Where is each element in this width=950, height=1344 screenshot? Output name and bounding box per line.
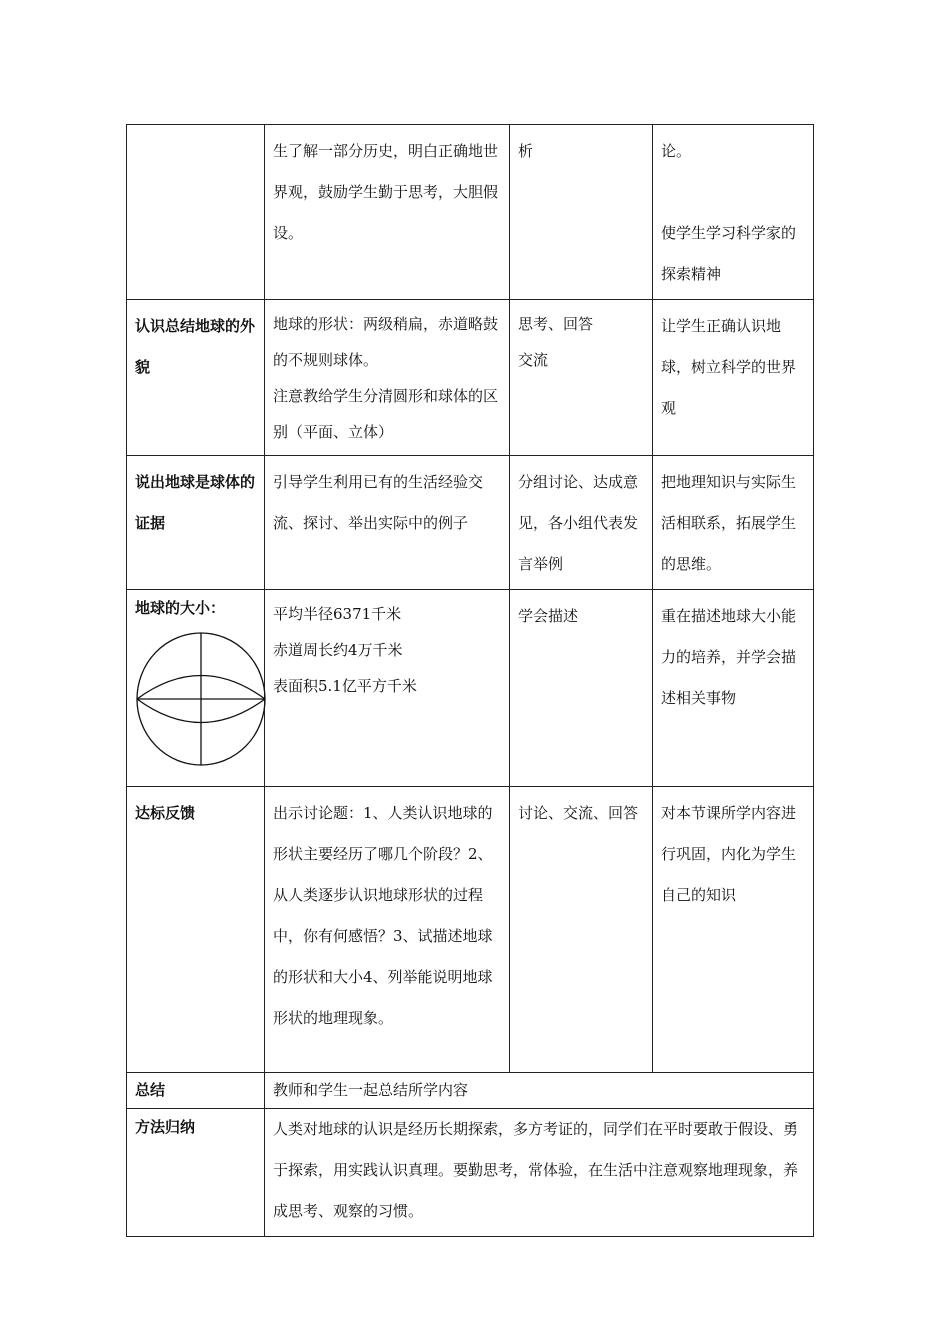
summary-label: 总结: [127, 1073, 265, 1109]
table-row: [127, 787, 814, 1073]
summary-row: [127, 1073, 814, 1109]
topic-cell: 达标反馈: [127, 787, 265, 1073]
intent-cell: 重在描述地球大小能力的培养，并学会描述相关事物: [653, 590, 814, 787]
topic-cell: 说出地球是球体的证据: [127, 456, 265, 590]
content-cell: 出示讨论题：1、人类认识地球的形状主要经历了哪几个阶段？2、从人类逐步认识地球形状的过程中，你有何感悟？3、试描述地球的形状和大小4、列举能说明地球形状的地理现象。: [265, 787, 510, 1073]
table-row: [127, 456, 814, 590]
content-cell: 生了解一部分历史，明白正确地世界观，鼓励学生勤于思考，大胆假设。: [265, 125, 510, 300]
content-cell: 地球的形状：两级稍扁，赤道略鼓的不规则球体。 注意教给学生分清圆形和球体的区别（平面、立体）: [265, 300, 510, 456]
student-cell: 讨论、交流、回答: [510, 787, 653, 1073]
content-cell: 引导学生利用已有的生活经验交流、探讨、举出实际中的例子: [265, 456, 510, 590]
student-cell: 思考、回答 交流: [510, 300, 653, 456]
method-text: 人类对地球的认识是经历长期探索，多方考证的，同学们在平时要敢于假设、勇于探索，用实践认识真理。要勤思考，常体验，在生活中注意观察地理现象，养成思考、观察的习惯。: [265, 1109, 814, 1237]
globe-icon: [135, 632, 269, 766]
content-cell: 平均半径6371千米 赤道周长约4万千米 表面积5.1亿平方千米: [265, 590, 510, 787]
lesson-table: [126, 124, 814, 1237]
summary-text: 教师和学生一起总结所学内容: [265, 1073, 814, 1109]
intent-cell: 论。 使学生学习科学家的探索精神: [653, 125, 814, 300]
table-row: [127, 590, 814, 787]
student-cell: 析: [510, 125, 653, 300]
table-row: [127, 125, 814, 300]
table-row: [127, 300, 814, 456]
student-cell: 学会描述: [510, 590, 653, 787]
method-label: 方法归纳: [127, 1109, 265, 1237]
topic-cell: [127, 125, 265, 300]
intent-cell: 让学生正确认识地球，树立科学的世界观: [653, 300, 814, 456]
topic-cell: 认识总结地球的外貌: [127, 300, 265, 456]
intent-cell: 对本节课所学内容进行巩固，内化为学生自己的知识: [653, 787, 814, 1073]
method-row: [127, 1109, 814, 1237]
topic-cell: 地球的大小：: [127, 590, 265, 787]
intent-cell: 把地理知识与实际生活相联系，拓展学生的思维。: [653, 456, 814, 590]
student-cell: 分组讨论、达成意见，各小组代表发言举例: [510, 456, 653, 590]
earth-globe-diagram: [135, 632, 256, 782]
